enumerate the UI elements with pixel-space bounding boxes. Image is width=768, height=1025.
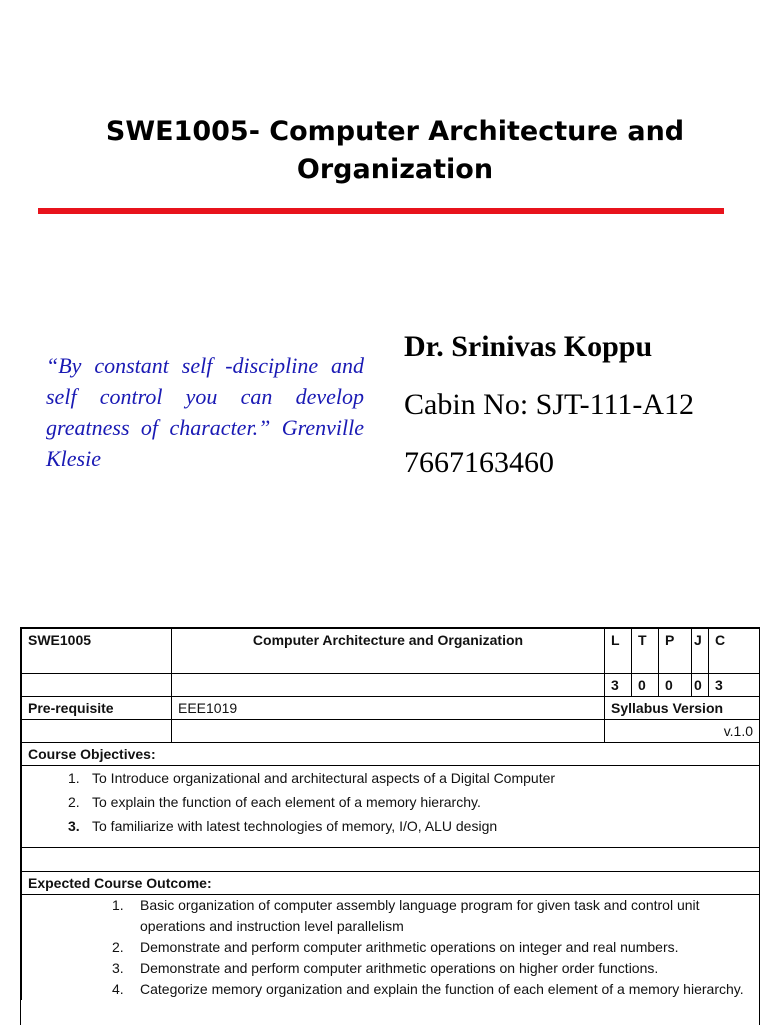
ltpjc-value: 0 xyxy=(692,674,709,697)
table-row xyxy=(22,872,760,895)
ltpjc-header: J xyxy=(692,629,709,674)
phone-number: 7667163460 xyxy=(404,446,554,479)
syllabus-table xyxy=(21,628,760,1000)
syllabus-version: v.1.0 xyxy=(605,720,760,743)
ltpjc-header: T xyxy=(632,629,659,674)
table-row xyxy=(22,743,760,766)
ltpjc-value: 3 xyxy=(605,674,632,697)
syllabus-version-label: Syllabus Version xyxy=(605,697,760,720)
syllabus-table-image xyxy=(20,627,760,1025)
course-title: Computer Architecture and Organization xyxy=(172,629,605,674)
table-row xyxy=(22,629,760,674)
slide-title: SWE1005- Computer Architecture and Organization xyxy=(105,116,685,185)
objectives-list xyxy=(28,766,753,838)
table-row xyxy=(22,848,760,872)
table-row xyxy=(22,697,760,720)
ltpjc-header: P xyxy=(659,629,692,674)
outcomes-list xyxy=(28,895,753,1000)
list-item: 1. Basic organization of computer assembly language program for given task and control unit operations and instruction level parallelism xyxy=(112,897,700,934)
list-item: 3. To familiarize with latest technologies of memory, I/O, ALU design xyxy=(68,818,498,834)
table-row xyxy=(22,895,760,1001)
list-item: 4. Categorize memory organization and explain the function of each element of a memory hierarchy. xyxy=(112,981,744,997)
list-item: 2. Demonstrate and perform computer arithmetic operations on integer and real numbers. xyxy=(112,939,679,955)
instructor-name: Dr. Srinivas Koppu xyxy=(404,330,653,363)
table-row xyxy=(22,674,760,697)
objectives-heading: Course Objectives: xyxy=(22,743,760,766)
list-item: 2. To explain the function of each element of a memory hierarchy. xyxy=(68,794,481,810)
ltpjc-value: 0 xyxy=(659,674,692,697)
table-row xyxy=(22,720,760,743)
ltpjc-value: 3 xyxy=(709,674,760,697)
ltpjc-header: L xyxy=(605,629,632,674)
list-item: 1. To Introduce organizational and architectural aspects of a Digital Computer xyxy=(68,770,556,786)
course-code: SWE1005 xyxy=(22,629,172,674)
outcomes-heading: Expected Course Outcome: xyxy=(22,872,760,895)
ltpjc-value: 0 xyxy=(632,674,659,697)
contact-block xyxy=(404,318,694,492)
ltpjc-header: C xyxy=(709,629,760,674)
table-row xyxy=(22,766,760,848)
prerequisite-label: Pre-requisite xyxy=(22,697,172,720)
title-divider xyxy=(38,208,724,214)
prerequisite-value: EEE1019 xyxy=(172,697,605,720)
cabin-number: Cabin No: SJT-111-A12 xyxy=(404,388,695,421)
list-item: 3. Demonstrate and perform computer arithmetic operations on higher order functions. xyxy=(112,960,659,976)
quote-text: “By constant self -discipline and self control you can develop greatness of character.” Grenville Klesie xyxy=(46,353,364,471)
